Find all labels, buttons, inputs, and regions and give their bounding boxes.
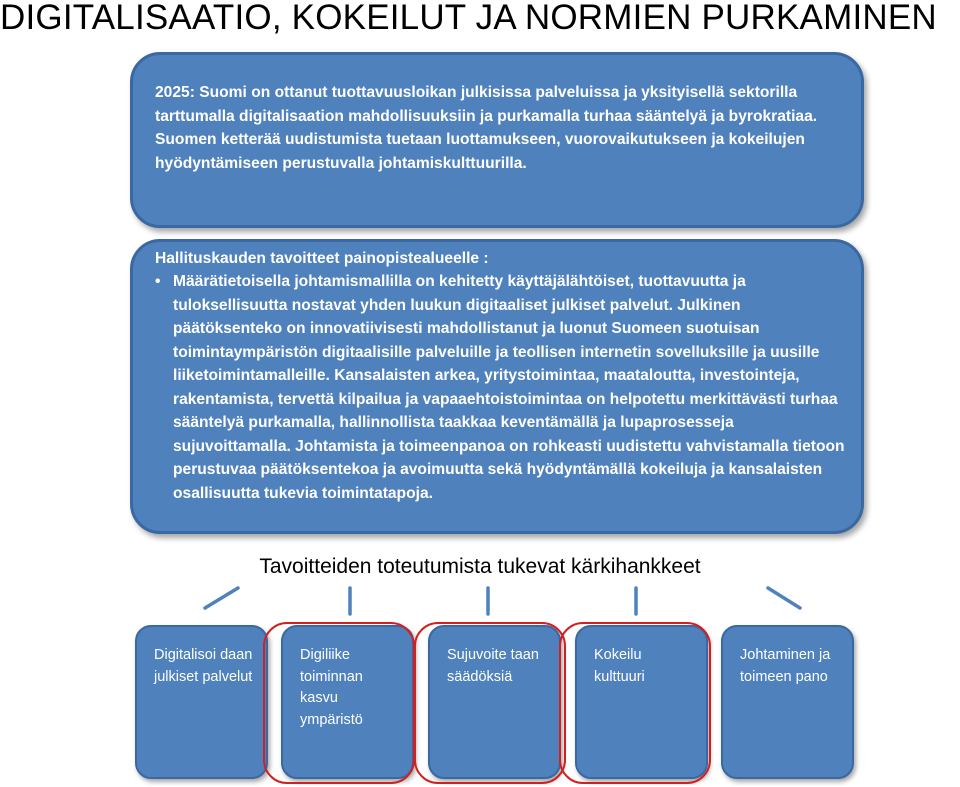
goals-heading: Hallituskauden tavoitteet painopistealueelle : <box>155 250 489 267</box>
highlight-ring-2 <box>263 622 415 784</box>
highlight-ring-3 <box>414 622 566 784</box>
connector-line-1 <box>205 588 238 608</box>
page-title: DIGITALISAATIO, KOKEILUT JA NORMIEN PURKAMINEN <box>0 0 937 37</box>
project-label: Digiliike toiminnan kasvu ympäristö <box>300 647 363 728</box>
vision-text: 2025: Suomi on ottanut tuottavuusloikan julkisissa palveluissa ja yksityisellä sektorilla tarttumalla digitalisaation mahdollisuuksiin ja purkamalla turhaa sääntelyä ja byrokratiaa. Suomen ketterää uudistumista tuetaan luottamukseen, vuorovaikutukseen ja kokeilujen hyödyntämiseen perustuvalla johtamiskulttuurilla. <box>155 84 818 172</box>
connector-line-5 <box>768 588 800 608</box>
project-label: Digitalisoi daan julkiset palvelut <box>154 647 253 685</box>
goals-item-text: Määrätietoisella johtamismallilla on kehitetty käyttäjälähtöiset, tuottavuutta ja tuloksellisuutta nostavat yhden luukun digitaaliset julkiset palvelut. Julkinen päätöksenteko on innovatiivisesti mahdollistanut ja luonut Suomeen suotuisan toimintaympäristön digitaalisille palveluille ja teollisen internetin sovelluksille ja uusille liiketoimintamalleille. Kansalaisten arkea, yritystoimintaa, maataloutta, investointeja, rakentamista, tervettä kilpailua ja vapaaehtoistoimintaa on helpotettu merkittävästi turhaa sääntelyä purkamalla, hallinnollista taakkaa keventämällä ja lupaprosesseja sujuvoittamalla. Johtamista ja toimeenpanoa on rohkeasti uudistettu vahvistamalla tietoon perustuvaa päätöksentekoa ja avoimuutta sekä hyödyntämällä kokeiluja ja kansalaisten osallisuutta tukevia toimintatapoja. <box>173 273 845 502</box>
project-label: Kokeilu kulttuuri <box>594 647 645 685</box>
bullet-icon: • <box>155 273 161 290</box>
project-box-1 <box>135 625 268 779</box>
projects-subtitle: Tavoitteiden toteutumista tukevat kärkihankkeet <box>259 555 701 578</box>
project-box-5 <box>721 625 854 779</box>
project-label: Johtaminen ja toimeen pano <box>740 647 831 685</box>
highlight-ring-4 <box>559 622 711 784</box>
project-label: Sujuvoite taan säädöksiä <box>447 647 539 685</box>
